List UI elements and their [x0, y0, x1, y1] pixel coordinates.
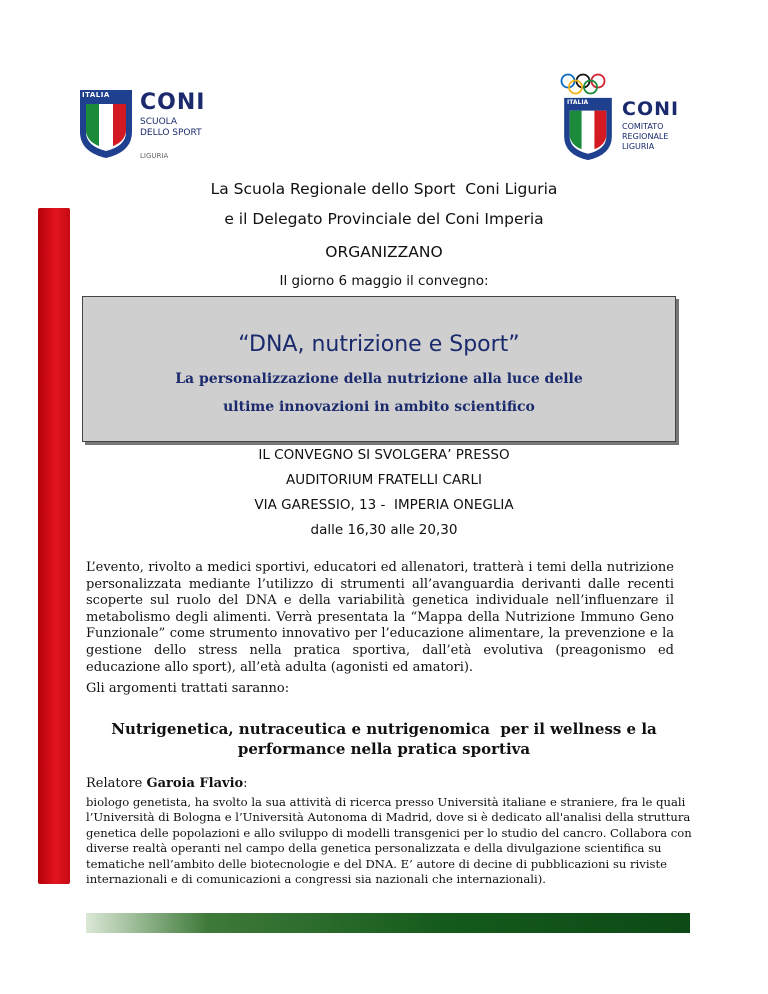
- speaker-bio: biologo genetista, ha svolto la sua attività di ricerca presso Università italiane e straniere, fra le quali l’Università di Bologna e l’Università Autonoma di Madrid, dove si è dedicato all'analisi della struttura genetica delle popolazioni e allo sviluppo di modelli transgenici per lo studio del cancro. Collabora con diverse realtà operanti nel campo della genetica personalizzata e della divulgazione scientifica su tematiche nell’ambito delle biotecnologie e del DNA. E’ autore di decine di pubblicazioni su riviste internazionali e di comunicazioni a congressi sia nazionali che internazionali).: [86, 795, 692, 887]
- venue-time: dalle 16,30 alle 20,30: [310, 522, 458, 538]
- logo-line1: SCUOLA: [140, 117, 178, 127]
- logo-line3: LIGURIA: [622, 142, 655, 151]
- topic-title-2: performance nella pratica sportiva: [237, 740, 531, 758]
- title-box: [82, 296, 676, 442]
- green-bottom-bar: [86, 913, 690, 933]
- heading-line-2: e il Delegato Provinciale del Coni Imperia: [224, 210, 544, 228]
- coni-scuola-logo: [76, 86, 228, 166]
- logo-region: LIGURIA: [140, 152, 169, 160]
- venue-line-2: AUDITORIUM FRATELLI CARLI: [286, 472, 482, 488]
- olympic-rings-icon: [558, 72, 618, 96]
- topic-title-1: Nutrigenetica, nutraceutica e nutrigenomica per il wellness e la: [111, 720, 657, 738]
- logo-italia-text: ITALIA: [82, 91, 110, 99]
- logo-line2: REGIONALE: [622, 132, 669, 141]
- event-title: “DNA, nutrizione e Sport”: [238, 332, 520, 357]
- logo-coni-text: CONI: [140, 90, 206, 115]
- venue-line-1: IL CONVEGNO SI SVOLGERA’ PRESSO: [258, 447, 510, 463]
- heading-organizzano: ORGANIZZANO: [325, 243, 443, 261]
- coni-comitato-logo: [548, 70, 690, 162]
- heading-line-1: La Scuola Regionale dello Sport Coni Liguria: [210, 180, 558, 198]
- heading-date: Il giorno 6 maggio il convegno:: [279, 273, 489, 289]
- speaker-suffix: :: [243, 776, 248, 791]
- logo-coni-text: CONI: [622, 98, 680, 120]
- intro-paragraph: L’evento, rivolto a medici sportivi, educatori ed allenatori, tratterà i temi della nutrizione personalizzata mediante l’utilizzo di strumenti all’avanguardia derivanti dalle recenti scoperte sul ruolo del DNA e della variabilità genetica individuale nell’influenzare il metabolismo degli alimenti. Verrà presentata la “Mappa della Nutrizione Immuno Geno Funzionale” come strumento innovativo per l’educazione alimentare, la prevenzione e la gestione dello stress nella pratica sportiva, dall’età evolutiva (preagonismo ed educazione allo sport), all’età adulta (agonisti ed amatori).: [86, 560, 674, 675]
- logo-line1: COMITATO: [622, 122, 664, 131]
- logo-line2: DELLO SPORT: [140, 128, 202, 138]
- speaker-line: [86, 776, 248, 791]
- speaker-prefix: Relatore: [86, 776, 147, 791]
- logo-italia-text: ITALIA: [567, 99, 589, 106]
- red-side-bar: [38, 208, 70, 884]
- speaker-name: Garoia Flavio: [146, 776, 244, 791]
- event-subtitle-1: La personalizzazione della nutrizione alla luce delle: [175, 371, 583, 387]
- event-subtitle-2: ultime innovazioni in ambito scientifico: [223, 399, 535, 415]
- venue-line-3: VIA GARESSIO, 13 - IMPERIA ONEGLIA: [254, 497, 514, 513]
- topics-label: Gli argomenti trattati saranno:: [86, 681, 290, 696]
